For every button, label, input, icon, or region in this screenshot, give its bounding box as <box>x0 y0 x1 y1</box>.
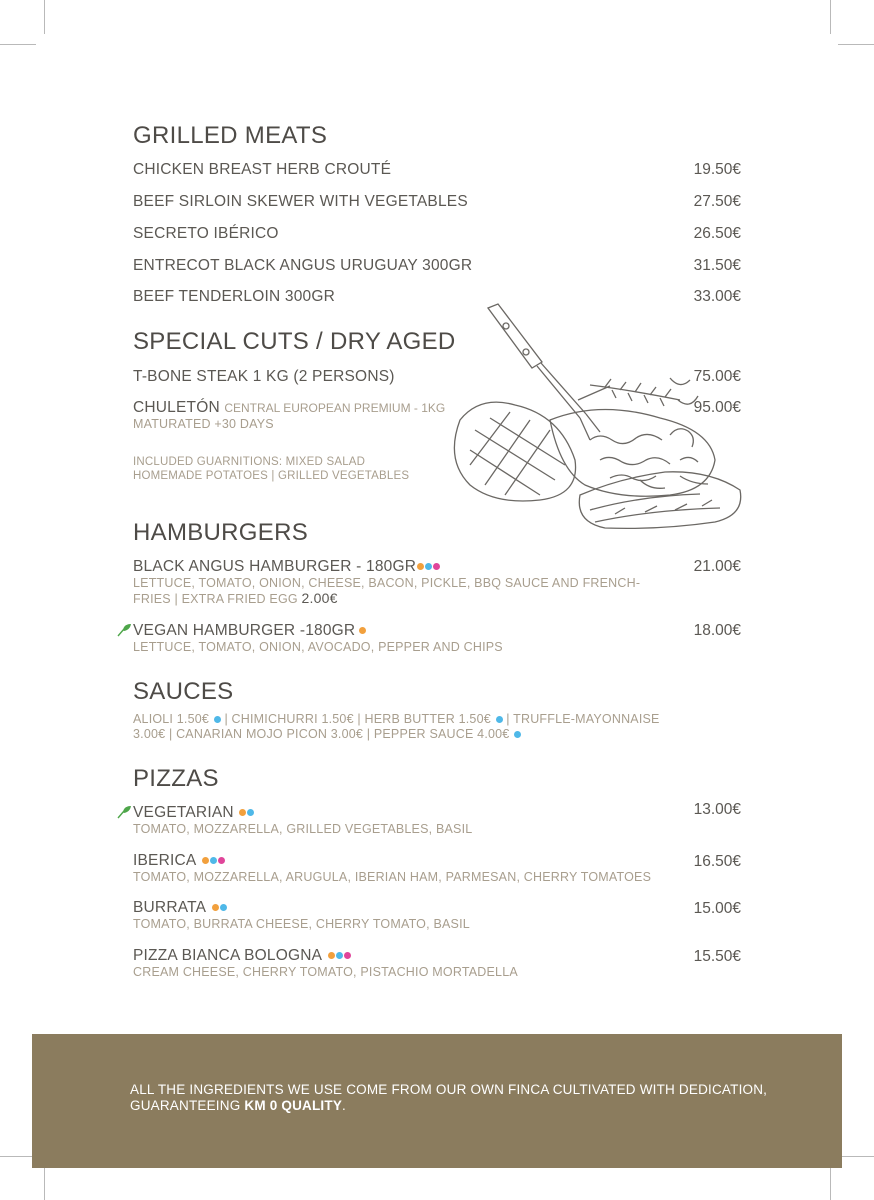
included-line: HOMEMADE POTATOES | GRILLED VEGETABLES <box>133 470 410 482</box>
allergen-dots <box>416 558 440 575</box>
crop-mark <box>0 1156 36 1157</box>
item-subtitle: CENTRAL EUROPEAN PREMIUM - 1KG <box>224 401 446 415</box>
sauce-text: | TRUFFLE-MAYONNAISE 3.00€ | CANARIAN MOJO PICON 3.00€ | PEPPER SAUCE 4.00€ <box>133 712 660 741</box>
crop-mark <box>838 1156 874 1157</box>
menu-item <box>133 947 741 980</box>
item-description-text: LETTUCE, TOMATO, ONION, CHEESE, BACON, PICKLE, BBQ SAUCE AND FRENCH-FRIES | EXTRA FRIED EGG <box>133 576 641 606</box>
item-description: TOMATO, BURRATA CHEESE, CHERRY TOMATO, BASIL <box>133 917 470 931</box>
menu-item <box>133 852 741 885</box>
item-price: 18.00€ <box>693 622 741 639</box>
allergen-dot-blue <box>425 563 432 570</box>
item-description: CREAM CHEESE, CHERRY TOMATO, PISTACHIO MORTADELLA <box>133 965 518 979</box>
menu-item <box>133 558 741 607</box>
extra-price: 2.00€ <box>301 590 338 606</box>
item-price: 26.50€ <box>693 225 741 242</box>
allergen-dot-orange <box>239 809 246 816</box>
section-title-sauces: SAUCES <box>133 678 234 705</box>
allergen-dot-blue <box>220 904 227 911</box>
item-name: IBERICA <box>133 852 197 869</box>
item-price: 16.50€ <box>693 853 741 870</box>
item-name: T-BONE STEAK 1 KG (2 PERSONS) <box>133 368 395 385</box>
footer-banner <box>32 1034 842 1168</box>
item-price: 15.50€ <box>693 948 741 965</box>
crop-mark <box>44 1166 45 1200</box>
vegan-leaf-icon <box>116 804 132 820</box>
item-name: BURRATA <box>133 899 207 916</box>
menu-item <box>133 193 741 211</box>
allergen-dot-blue <box>214 716 221 723</box>
item-name: BEEF SIRLOIN SKEWER WITH VEGETABLES <box>133 193 468 210</box>
allergen-dot-orange <box>328 952 335 959</box>
allergen-dot-pink <box>344 952 351 959</box>
menu-item <box>133 399 741 432</box>
footer-line-prefix: GUARANTEEING <box>130 1098 245 1113</box>
allergen-dot-blue <box>247 809 254 816</box>
sauce-text: | CHIMICHURRI 1.50€ | HERB BUTTER 1.50€ <box>220 712 491 726</box>
item-name: ENTRECOT BLACK ANGUS URUGUAY 300GR <box>133 257 473 274</box>
item-price: 19.50€ <box>693 161 741 178</box>
menu-item <box>133 622 741 655</box>
menu-item <box>133 288 741 306</box>
section-title-special-cuts: SPECIAL CUTS / DRY AGED <box>133 328 456 355</box>
menu-item <box>133 368 741 386</box>
footer-line-suffix: . <box>342 1098 346 1113</box>
included-line: INCLUDED GUARNITIONS: MIXED SALAD <box>133 456 366 468</box>
footer-line <box>130 1098 770 1114</box>
item-price: 13.00€ <box>693 801 741 818</box>
item-description: TOMATO, MOZZARELLA, GRILLED VEGETABLES, BASIL <box>133 822 473 836</box>
crop-mark <box>44 0 45 34</box>
allergen-dot-pink <box>218 857 225 864</box>
allergen-dot-orange <box>417 563 424 570</box>
section-title-pizzas: PIZZAS <box>133 765 219 792</box>
allergen-dot-blue <box>336 952 343 959</box>
allergen-dot-blue <box>496 716 503 723</box>
item-price: 21.00€ <box>693 558 741 575</box>
section-title-hamburgers: HAMBURGERS <box>133 519 309 546</box>
crop-mark <box>838 44 874 45</box>
footer-highlight: KM 0 QUALITY <box>244 1098 343 1113</box>
item-description: LETTUCE, TOMATO, ONION, AVOCADO, PEPPER AND CHIPS <box>133 640 503 654</box>
sauce-text: ALIOLI 1.50€ <box>133 712 210 726</box>
item-price: 95.00€ <box>693 399 741 416</box>
allergen-dot-blue <box>210 857 217 864</box>
vegan-leaf-icon <box>116 622 132 638</box>
item-name: VEGAN HAMBURGER -180GR <box>133 622 356 639</box>
crop-mark <box>830 1166 831 1200</box>
item-description: TOMATO, MOZZARELLA, ARUGULA, IBERIAN HAM, PARMESAN, CHERRY TOMATOES <box>133 870 652 884</box>
crop-mark <box>830 0 831 34</box>
crop-mark <box>0 44 36 45</box>
menu-item <box>133 899 741 932</box>
section-title-grilled-meats: GRILLED MEATS <box>133 122 328 149</box>
footer-text <box>130 1082 770 1114</box>
sauces-list <box>133 712 693 742</box>
item-price: 33.00€ <box>693 288 741 305</box>
allergen-dot-orange <box>359 627 366 634</box>
item-price: 75.00€ <box>693 368 741 385</box>
item-name: VEGETARIAN <box>133 804 234 821</box>
allergen-dot-orange <box>202 857 209 864</box>
menu-item <box>133 801 741 837</box>
item-name: SECRETO IBÉRICO <box>133 225 279 242</box>
item-price: 15.00€ <box>693 900 741 917</box>
menu-item <box>133 161 741 179</box>
item-name: PIZZA BIANCA BOLOGNA <box>133 947 323 964</box>
item-price: 31.50€ <box>693 257 741 274</box>
included-garnishes <box>133 455 409 483</box>
footer-line: ALL THE INGREDIENTS WE USE COME FROM OUR OWN FINCA CULTIVATED WITH DEDICATION, <box>130 1082 768 1097</box>
allergen-dot-orange <box>212 904 219 911</box>
item-name: BEEF TENDERLOIN 300GR <box>133 288 336 305</box>
item-description: MATURATED +30 DAYS <box>133 417 274 431</box>
allergen-dot-pink <box>433 563 440 570</box>
item-name: CHICKEN BREAST HERB CROUTÉ <box>133 161 392 178</box>
item-description <box>133 576 658 607</box>
item-name: BLACK ANGUS HAMBURGER - 180GR <box>133 558 417 575</box>
item-price: 27.50€ <box>693 193 741 210</box>
menu-item <box>133 257 741 275</box>
menu-item <box>133 225 741 243</box>
item-name: CHULETÓN <box>133 399 220 416</box>
allergen-dot-blue <box>514 731 521 738</box>
